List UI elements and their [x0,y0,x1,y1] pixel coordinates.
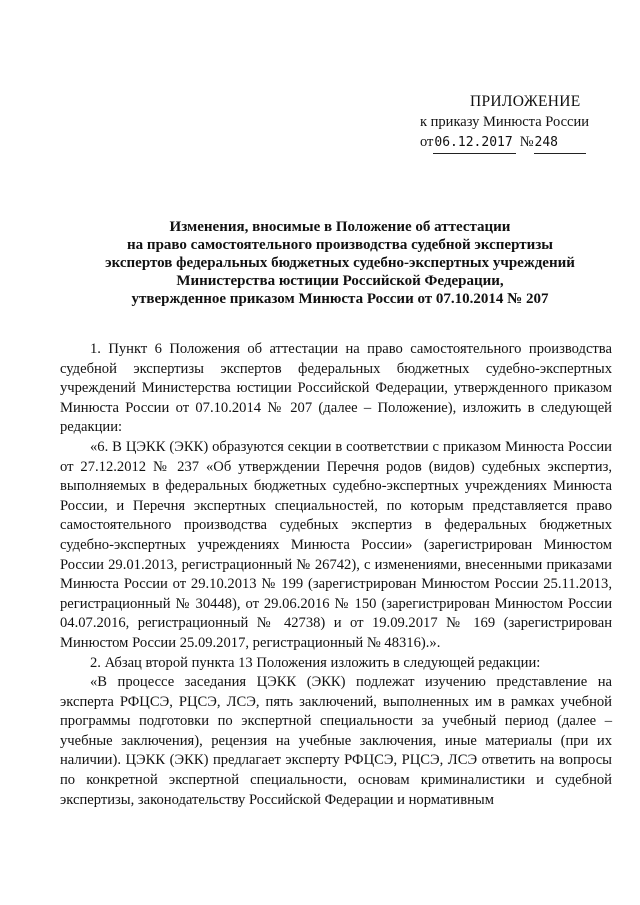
appendix-title: ПРИЛОЖЕНИЕ [470,93,581,110]
heading-line: Изменения, вносимые в Положение об аттестации [169,219,511,235]
heading-line: утвержденное приказом Минюста России от 07.10.2014 № 207 [131,291,549,307]
document-body [60,340,612,810]
number-prefix: № [519,134,534,150]
document-heading [60,218,620,308]
heading-line: на право самостоятельного производства судебной экспертизы [127,237,553,253]
paragraph: 2. Абзац второй пункта 13 Положения изложить в следующей редакции: [90,654,541,671]
date-prefix: от [420,134,434,150]
heading-line: экспертов федеральных бюджетных судебно-экспертных учреждений [105,255,575,271]
order-number: 248 [534,133,586,154]
appendix-block [420,92,620,154]
order-date: 06.12.2017 [433,133,515,154]
appendix-order-ref: к приказу Минюста России [420,114,589,130]
paragraph: «В процессе заседания ЦЭКК (ЭКК) подлежат изучению представление на эксперта РФЦСЭ, РЦСЭ, ЛСЭ, пять заключений, выполненных им в рамках учебной программы подготовки по экспертной специальности за учебный период (далее – учебные заключения), рецензия на учебные заключения, иные материалы (при их наличии). ЦЭКК (ЭКК) предлагает эксперту РФЦСЭ, РЦСЭ, ЛСЭ ответить на вопросы по конкретной экспертной специальности, основам криминалистики и судебной экспертизы, законодательству Российской Федерации и нормативным [60,674,612,808]
paragraph: 1. Пункт 6 Положения об аттестации на право самостоятельного производства судебной экспертизы экспертов федеральных бюджетных судебно-экспертных учреждений Министерства юстиции Российской Федерации, утвержденного приказом Минюста России от 07.10.2014 № 207 (далее – Положение), изложить в следующей редакции: [60,341,612,436]
paragraph: «6. В ЦЭКК (ЭКК) образуются секции в соответствии с приказом Минюста России от 27.12.2012 № 237 «Об утверждении Перечня родов (видов) судебных экспертиз, выполняемых в федеральных бюджетных судебно-экспертных учреждениях Минюста России, и Перечня экспертных специальностей, по которым представляется право самостоятельного производства судебных экспертиз в федеральных бюджетных судебно-экспертных учреждениях Минюста России» (зарегистрирован Минюстом России 29.01.2013, регистрационный № 26742), с изменениями, внесенными приказами Минюста России от 29.10.2013 № 199 (зарегистрирован Минюстом России 25.11.2013, регистрационный № 30448), от 29.06.2016 № 150 (зарегистрирован Минюстом России 04.07.2016, регистрационный № 42738) и от 19.09.2017 № 169 (зарегистрирован Минюстом России 25.09.2017, регистрационный № 48316).». [60,438,612,651]
appendix-date-line [420,132,620,154]
heading-line: Министерства юстиции Российской Федерации, [176,273,504,289]
